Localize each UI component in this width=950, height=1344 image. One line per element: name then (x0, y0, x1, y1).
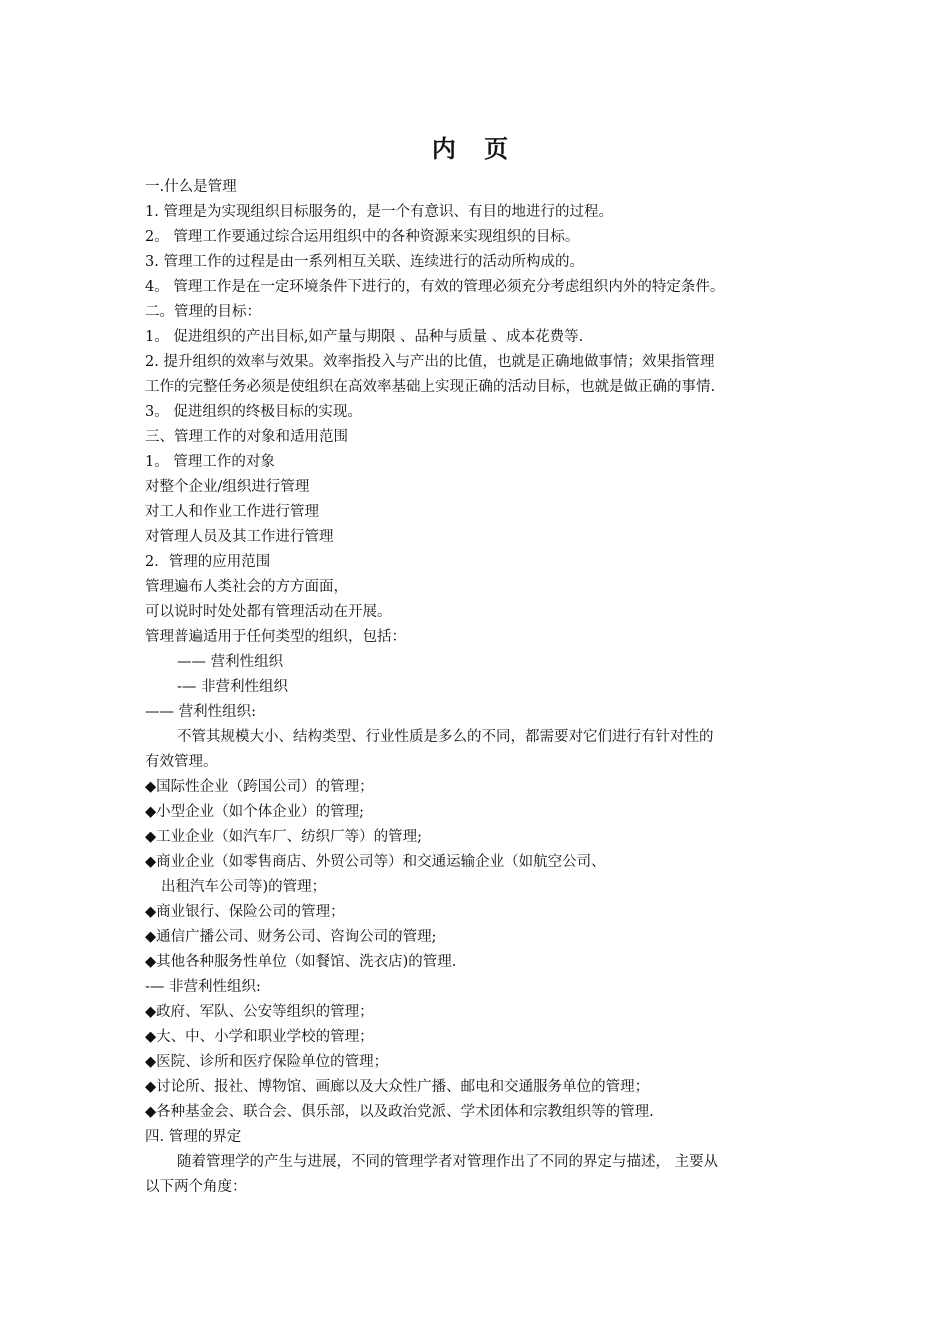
paragraph-line: 以下两个角度： (145, 1179, 247, 1195)
paragraph-line: 4。 管理工作是在一定环境条件下进行的，有效的管理必须充分考虑组织内外的特定条件。 (145, 279, 725, 295)
section-heading: 三、管理工作的对象和适用范围 (145, 429, 348, 445)
paragraph-line: 1. 管理是为实现组织目标服务的，是一个有意识、有目的地进行的过程。 (145, 204, 613, 220)
paragraph-line: 管理遍布人类社会的方方面面， (145, 579, 348, 595)
paragraph-line: 对工人和作业工作进行管理 (145, 504, 319, 520)
paragraph-line: 可以说时时处处都有管理活动在开展。 (145, 604, 392, 620)
subsection-heading: —— 营利性组织: (145, 704, 256, 720)
section-heading: 二。管理的目标： (145, 304, 261, 320)
page-title: 内 页 (431, 135, 519, 163)
paragraph-line: 工作的完整任务必须是使组织在高效率基础上实现正确的活动目标，也就是做正确的事情. (145, 379, 716, 395)
list-item: ◆政府、军队、公安等组织的管理； (145, 1004, 374, 1020)
subsection-heading: -— 非营利性组织: (145, 979, 261, 995)
list-item: ◆商业银行、保险公司的管理； (145, 904, 345, 920)
paragraph-line: 3. 管理工作的过程是由一系列相互关联、连续进行的活动所构成的。 (145, 254, 584, 270)
list-item: ◆大、中、小学和职业学校的管理； (145, 1029, 374, 1045)
section-heading: 四. 管理的界定 (145, 1129, 242, 1145)
subsection-heading: 2．管理的应用范围 (145, 554, 271, 570)
list-item: ◆各种基金会、联合会、俱乐部，以及政治党派、学术团体和宗教组织等的管理. (145, 1104, 654, 1120)
paragraph-line: 对管理人员及其工作进行管理 (145, 529, 334, 545)
list-item-continued: 出租汽车公司等)的管理； (161, 879, 327, 895)
list-item: -— 非营利性组织 (177, 679, 289, 695)
paragraph-line: 2。 管理工作要通过综合运用组织中的各种资源来实现组织的目标。 (145, 229, 580, 245)
list-item: ◆国际性企业（跨国公司）的管理； (145, 779, 374, 795)
list-item: ◆医院、诊所和医疗保险单位的管理； (145, 1054, 389, 1070)
paragraph-line: 有效管理。 (145, 754, 218, 770)
list-item: ◆其他各种服务性单位（如餐馆、洗衣店)的管理. (145, 954, 457, 970)
list-item: ◆工业企业（如汽车厂、纺织厂等）的管理; (145, 829, 423, 845)
subsection-heading: 1。 管理工作的对象 (145, 454, 275, 470)
list-item: ◆通信广播公司、财务公司、咨询公司的管理; (145, 929, 437, 945)
paragraph-line: 管理普遍适用于任何类型的组织，包括： (145, 629, 406, 645)
list-item: ◆小型企业（如个体企业）的管理; (145, 804, 365, 820)
list-item: —— 营利性组织 (177, 654, 284, 670)
paragraph-line: 2. 提升组织的效率与效果。效率指投入与产出的比值，也就是正确地做事情；效果指管理 (145, 354, 715, 370)
section-heading: 一.什么是管理 (145, 179, 237, 195)
paragraph-line: 1。 促进组织的产出目标,如产量与期限 、品种与质量 、成本花费等. (145, 329, 584, 345)
paragraph-line: 随着管理学的产生与进展，不同的管理学者对管理作出了不同的界定与描述， 主要从 (177, 1154, 719, 1170)
list-item: ◆讨论所、报社、博物馆、画廊以及大众性广播、邮电和交通服务单位的管理； (145, 1079, 650, 1095)
paragraph-line: 对整个企业/组织进行管理 (145, 479, 310, 495)
list-item: ◆商业企业（如零售商店、外贸公司等）和交通运输企业（如航空公司、 (145, 854, 606, 870)
paragraph-line: 不管其规模大小、结构类型、行业性质是多么的不同，都需要对它们进行有针对性的 (177, 729, 714, 745)
paragraph-line: 3。 促进组织的终极目标的实现。 (145, 404, 362, 420)
document-body (145, 175, 815, 1200)
